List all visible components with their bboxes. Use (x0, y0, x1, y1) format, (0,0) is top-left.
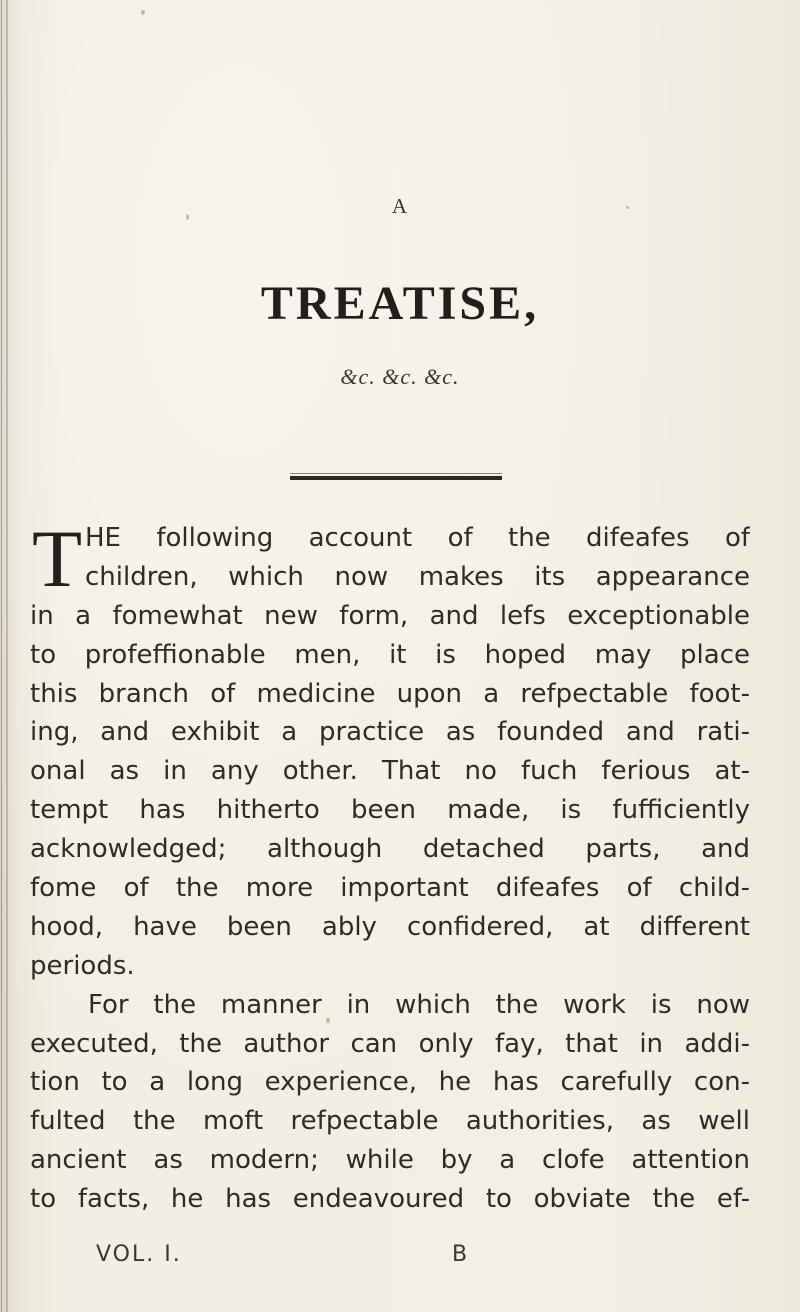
heading-article: A (391, 194, 409, 218)
body-text (30, 513, 750, 1219)
text-line: hood, have been ably confidered, at different (30, 911, 750, 942)
text-line: to profeffionable men, it is hoped may place (30, 639, 750, 670)
text-line: tion to a long experience, he has carefully con- (30, 1067, 750, 1098)
heading-etc: &c. &c. &c. (340, 364, 460, 389)
text-line: ing, and exhibit a practice as founded and rati- (30, 717, 750, 748)
text-line: to facts, he has endeavoured to obviate the ef- (30, 1184, 750, 1215)
text-line: periods. (30, 950, 135, 981)
paper-speck (141, 10, 145, 15)
text-line: children, which now makes its appearance (85, 561, 750, 592)
text-line: For the manner in which the work is now (88, 989, 750, 1020)
page-title: TREATISE, (260, 277, 540, 330)
text-line: tempt has hitherto been made, is fufficiently (30, 795, 750, 826)
text-line: this branch of medicine upon a refpectable foot- (30, 678, 750, 709)
text-line: in a fomewhat new form, and lefs exceptionable (30, 600, 750, 631)
text-line: executed, the author can only fay, that in addi- (30, 1028, 750, 1059)
ornamental-rule (290, 476, 502, 480)
text-line: onal as in any other. That no fuch ferious at- (30, 756, 750, 787)
signature-mark: B (452, 1242, 468, 1267)
volume-marker: VOL. I. (96, 1242, 182, 1267)
text-line: HE following account of the difeafes of (85, 523, 750, 553)
text-line: fome of the more important difeafes of child- (30, 873, 750, 904)
text-line: ancient as modern; while by a clofe attention (30, 1145, 750, 1176)
drop-cap: T (32, 513, 83, 604)
text-line: acknowledged; although detached parts, and (30, 834, 750, 865)
ornamental-rule-thin (290, 473, 502, 474)
text-line: fulted the moft refpectable authorities, as well (30, 1106, 750, 1137)
